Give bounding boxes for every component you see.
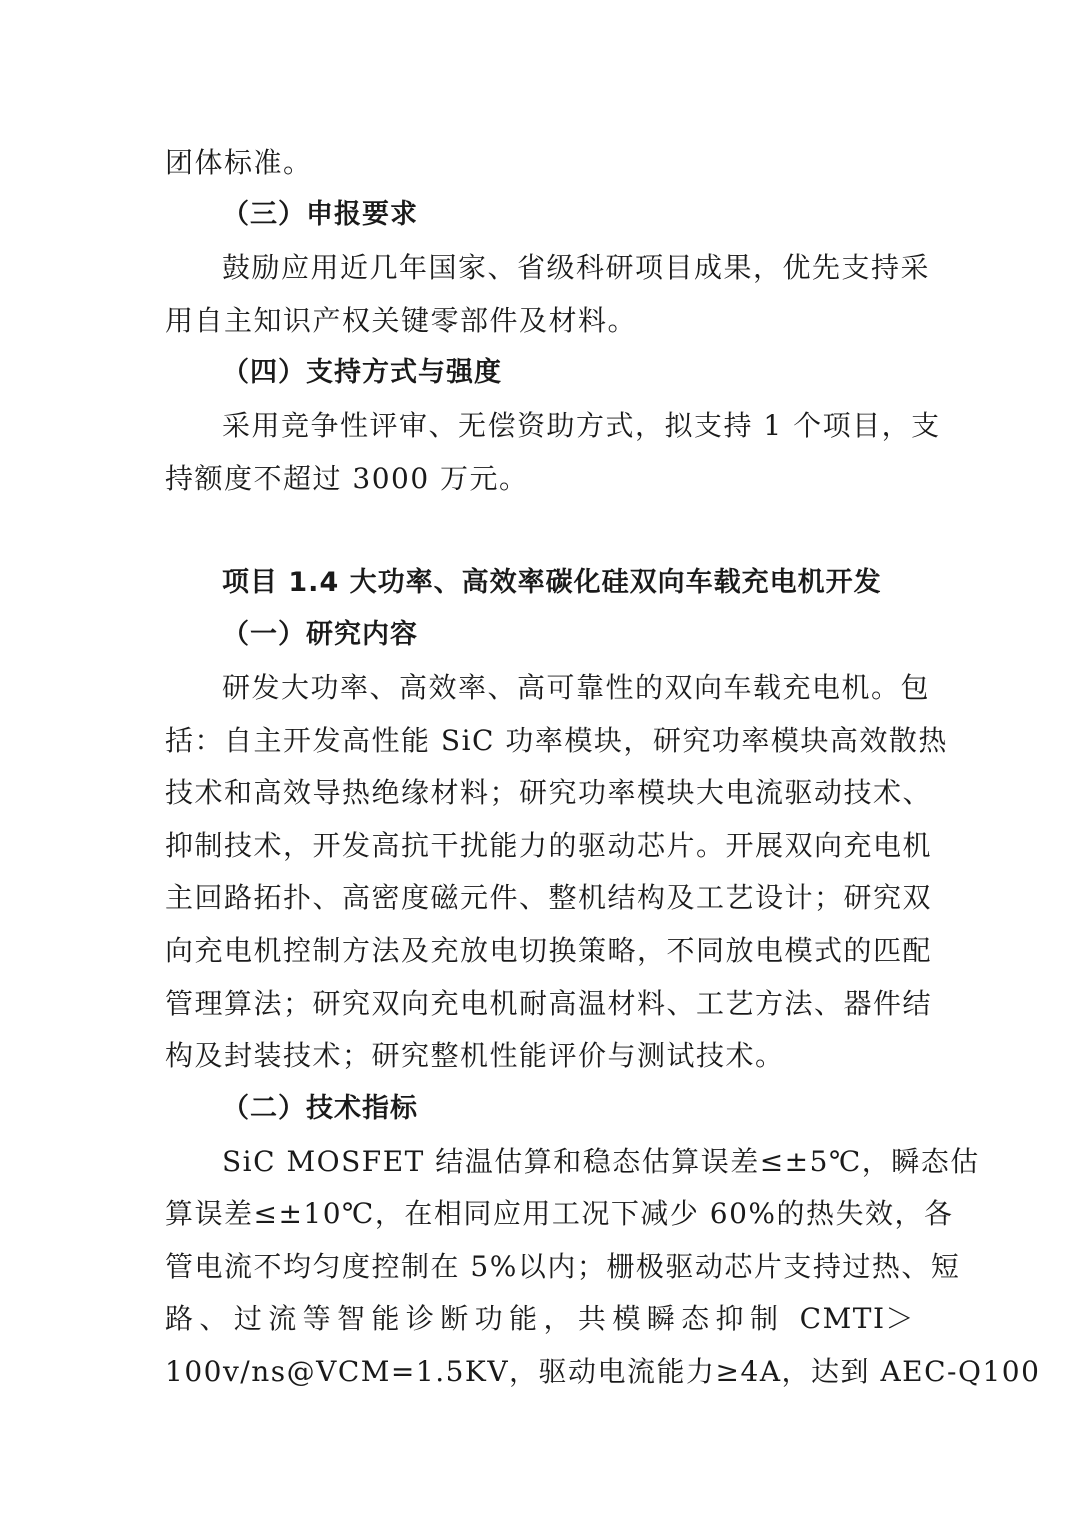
text-line-16: 管电流不均匀度控制在 5%以内；栅极驱动芯片支持过热、短 xyxy=(165,1250,961,1283)
text-line-18: 100v/ns@VCM=1.5KV，驱动电流能力≥4A，达到 AEC-Q100 xyxy=(165,1355,1041,1388)
text-line-7: 括：自主开发高性能 SiC 功率模块，研究功率模块高效散热 xyxy=(165,724,948,757)
text-line-14: SiC MOSFET 结温估算和稳态估算误差≤±5℃，瞬态估 xyxy=(222,1145,980,1178)
text-line-15: 算误差≤±10℃，在相同应用工况下减少 60%的热失效，各 xyxy=(165,1197,954,1230)
text-line-4: 采用竞争性评审、无偿资助方式，拟支持 1 个项目，支 xyxy=(222,409,941,442)
text-line-10: 主回路拓扑、高密度磁元件、整机结构及工艺设计；研究双 xyxy=(165,881,933,914)
text-line-11: 向充电机控制方法及充放电切换策略，不同放电模式的匹配 xyxy=(165,934,933,967)
text-line-3: 用自主知识产权关键零部件及材料。 xyxy=(165,304,638,337)
text-line-8: 技术和高效导热绝缘材料；研究功率模块大电流驱动技术、 xyxy=(165,776,933,809)
section-heading-support-method: （四）支持方式与强度 xyxy=(222,357,502,388)
text-line-1: 团体标准。 xyxy=(165,146,313,179)
section-heading-application-requirements: （三）申报要求 xyxy=(222,199,418,230)
text-line-12: 管理算法；研究双向充电机耐高温材料、工艺方法、器件结 xyxy=(165,987,933,1020)
section-heading-technical-indicators: （二）技术指标 xyxy=(222,1093,418,1124)
text-line-5: 持额度不超过 3000 万元。 xyxy=(165,462,529,495)
text-line-6: 研发大功率、高效率、高可靠性的双向车载充电机。包 xyxy=(222,671,931,704)
project-title: 项目 1.4 大功率、高效率碳化硅双向车载充电机开发 xyxy=(222,567,882,598)
text-line-13: 构及封装技术；研究整机性能评价与测试技术。 xyxy=(165,1039,785,1072)
section-heading-research-content: （一）研究内容 xyxy=(222,619,418,650)
text-line-17: 路、过流等智能诊断功能，共模瞬态抑制 CMTI＞ xyxy=(165,1302,915,1335)
text-line-9: 抑制技术，开发高抗干扰能力的驱动芯片。开展双向充电机 xyxy=(165,829,933,862)
text-line-2: 鼓励应用近几年国家、省级科研项目成果，优先支持采 xyxy=(222,251,931,284)
